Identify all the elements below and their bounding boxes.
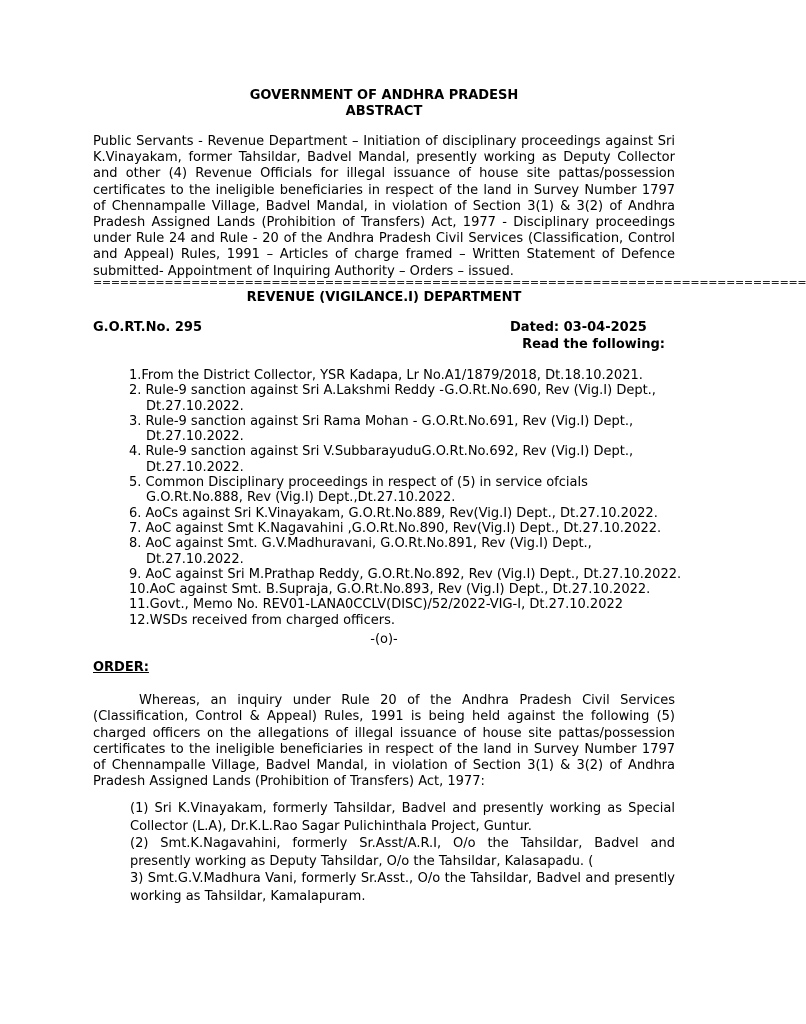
reference-item: [129, 521, 689, 536]
reference-line: 4. Rule-9 sanction against Sri V.SubbarayuduG.O.Rt.No.692, Rev (Vig.I) Dept.,: [129, 444, 634, 460]
abstract-title: ABSTRACT: [345, 104, 423, 120]
reference-line: 1.From the District Collector, YSR Kadapa, Lr No.A1/1879/2018, Dt.18.10.2021.: [129, 368, 643, 383]
reference-item: [129, 582, 689, 597]
order-heading: ORDER:: [93, 660, 149, 675]
reference-line: 5. Common Disciplinary proceedings in respect of (5) in service ofcials: [129, 475, 588, 491]
header: [93, 88, 675, 120]
order-date: Dated: 03-04-2025: [510, 320, 647, 335]
reference-continuation: Dt.27.10.2022.: [146, 429, 244, 445]
reference-item: [129, 383, 689, 414]
reference-line: 7. AoC against Smt K.Nagavahini ,G.O.Rt.No.890, Rev(Vig.I) Dept., Dt.27.10.2022.: [129, 520, 662, 536]
reference-line: 10.AoC against Smt. B.Supraja, G.O.Rt.No.893, Rev (Vig.I) Dept., Dt.27.10.2022.: [129, 582, 651, 598]
officer-item: 3) Smt.G.V.Madhura Vani, formerly Sr.Asst., O/o the Tahsildar, Badvel and presently working as Tahsildar, Kamalapuram.: [130, 871, 675, 904]
reference-continuation: G.O.Rt.No.888, Rev (Vig.I) Dept.,Dt.27.10.2022.: [146, 490, 456, 506]
reference-item: [129, 613, 689, 628]
reference-item: [129, 414, 689, 445]
reference-line: 8. AoC against Smt. G.V.Madhuravani, G.O.Rt.No.891, Rev (Vig.I) Dept.,: [129, 536, 592, 552]
reference-line: 2. Rule-9 sanction against Sri A.Lakshmi Reddy -G.O.Rt.No.690, Rev (Vig.I) Dept.,: [129, 383, 656, 399]
reference-item: [129, 506, 689, 521]
reference-item: [129, 597, 689, 612]
abstract-text: Public Servants - Revenue Department – Initiation of disciplinary proceedings against Sri K.Vinayakam, former Tahsildar, Badvel Mandal, presently working as Deputy Collector and other (4) Revenue Officials for illegal issuance of house site pattas/possession certificates to the ineligible beneficiaries in respect of the land in Survey Number 1797 of Chennampalle Village, Badvel Mandal, in violation of Section 3(1) & 3(2) of Andhra Pradesh Assigned Lands (Prohibition of Transfers) Act, 1977 - Disciplinary proceedings under Rule 24 and Rule - 20 of the Andhra Pradesh Civil Services (Classification, Control and Appeal) Rules, 1991 – Articles of charge framed – Written Statement of Defence submitted- Appointment of Inquiring Authority – Orders – issued.: [93, 134, 675, 279]
department-title: REVENUE (VIGILANCE.I) DEPARTMENT: [246, 290, 522, 305]
reference-item: [129, 368, 689, 383]
order-meta: [93, 320, 675, 336]
order-paragraph: Whereas, an inquiry under Rule 20 of the Andhra Pradesh Civil Services (Classification, Control & Appeal) Rules, 1991 is being held against the following (5) charged officers on the allegations of illegal issuance of house site pattas/possession certificates to the ineligible beneficiaries in respect of the land in Survey Number 1797 of Chennampalle Village, Badvel Mandal, in violation of Section 3(1) & 3(2) of Andhra Pradesh Assigned Lands (Prohibition of Transfers) Act, 1977:: [93, 693, 675, 790]
reference-continuation: Dt.27.10.2022.: [146, 459, 244, 475]
officers-list: [130, 800, 675, 906]
reference-line: 11.Govt., Memo No. REV01-LANA0CCLV(DISC)/52/2022-VIG-I, Dt.27.10.2022: [129, 597, 624, 613]
reference-item: [129, 536, 689, 567]
separator-line: ================================================================================: [93, 276, 806, 289]
government-title: GOVERNMENT OF ANDHRA PRADESH: [249, 88, 519, 103]
reference-line: 3. Rule-9 sanction against Sri Rama Mohan - G.O.Rt.No.691, Rev (Vig.I) Dept.,: [129, 413, 634, 429]
reference-item: [129, 444, 689, 475]
reference-item: [129, 567, 689, 582]
end-marker: -(o)-: [370, 632, 398, 647]
reference-line: 9. AoC against Sri M.Prathap Reddy, G.O.Rt.No.892, Rev (Vig.I) Dept., Dt.27.10.2022.: [129, 566, 682, 582]
go-number: G.O.RT.No. 295: [93, 320, 202, 335]
officer-item: (1) Sri K.Vinayakam, formerly Tahsildar, Badvel and presently working as Special Collector (L.A), Dr.K.L.Rao Sagar Pulichinthala Project, Guntur.: [130, 801, 675, 834]
reference-continuation: Dt.27.10.2022.: [146, 398, 244, 414]
read-following: Read the following:: [522, 337, 665, 352]
reference-continuation: Dt.27.10.2022.: [146, 551, 244, 567]
officer-item: (2) Smt.K.Nagavahini, formerly Sr.Asst/A.R.I, O/o the Tahsildar, Badvel and presently working as Deputy Tahsildar, O/o the Tahsildar, Kalasapadu. (: [130, 836, 675, 869]
reference-item: [129, 475, 689, 506]
references-list: [129, 368, 689, 628]
reference-line: 12.WSDs received from charged officers.: [129, 612, 395, 628]
reference-line: 6. AoCs against Sri K.Vinayakam, G.O.Rt.No.889, Rev(Vig.I) Dept., Dt.27.10.2022.: [129, 505, 658, 521]
